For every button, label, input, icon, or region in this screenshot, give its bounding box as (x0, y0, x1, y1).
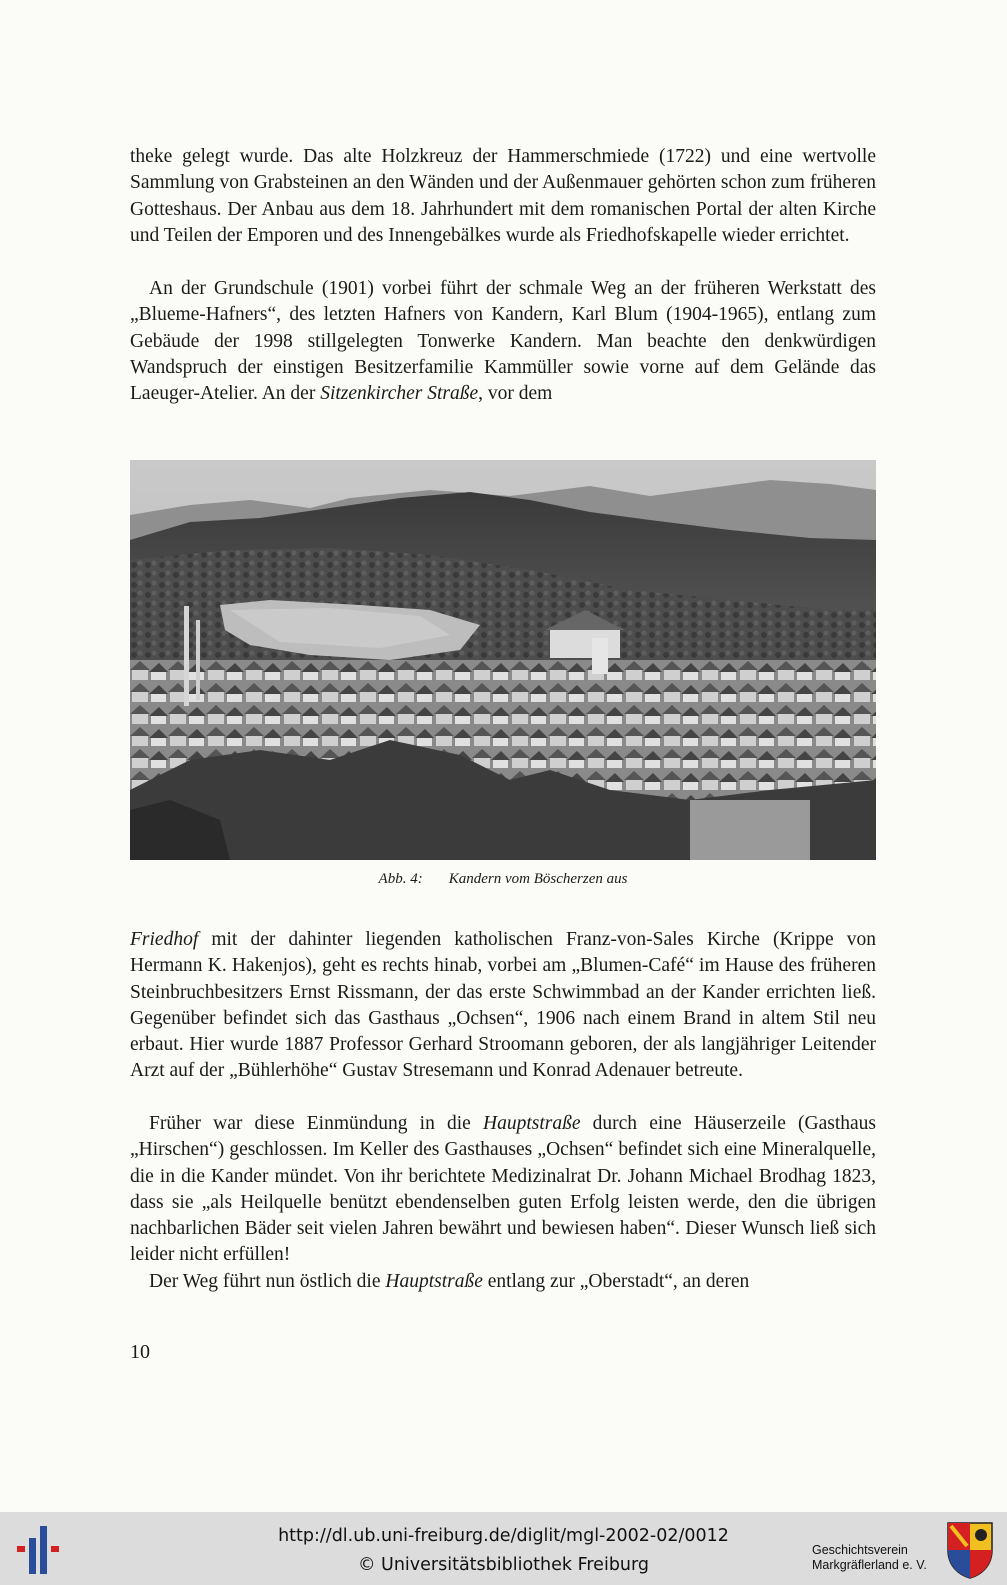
paragraph-5-text-a: Der Weg führt nun östlich die (149, 1271, 386, 1292)
paragraph-5-text-b: entlang zur „Oberstadt“, an deren (482, 1271, 750, 1292)
street-name-hauptstrasse-2: Hauptstraße (385, 1271, 483, 1292)
society-name-line-1: Geschichtsverein (812, 1543, 908, 1557)
page-number: 10 (130, 1341, 150, 1363)
paragraph-5 (130, 1269, 876, 1295)
coat-of-arms-icon (945, 1520, 995, 1580)
figure-label: Abb. 4: (378, 871, 423, 887)
footer-bar (0, 1512, 1007, 1585)
footer-copyright: © Universitätsbibliothek Freiburg (357, 1555, 650, 1575)
street-name-sitzenkircher: Sitzenkircher Straße (320, 383, 479, 405)
paragraph-3-text: mit der dahinter liegenden katholischen Franz-von-Sales Kirche (Krippe von Hermann K. Hakenjos), geht es rechts hinab, vorbei am „Blumen-Café“ im Hause des früheren Steinbruchbesitzers Ernst Rissmann, der das erste Schwimmbad an der Kander errichten ließ. Gegenüber befindet sich das Gasthaus „Ochsen“, 1906 nach einem Brand in altem Stil neu erbaut. Hier wurde 1887 Professor Gerhard Stroomann geboren, der als langjähriger Leitender Arzt auf der „Bühlerhöhe“ Gustav Stresemann und Konrad Adenauer betreute. (130, 929, 876, 1082)
street-name-hauptstrasse: Hauptstraße (482, 1113, 581, 1134)
paragraph-1 (130, 144, 876, 249)
figure-caption-text: Kandern vom Böscherzen aus (448, 871, 628, 887)
society-name (812, 1543, 927, 1573)
paragraph-1-text: theke gelegt wurde. Das alte Holzkreuz der Hammerschmiede (1722) und eine wertvolle Sammlung von Grabsteinen an den Wänden und der Außenmauer gehörten schon zum früheren Gotteshaus. Der Anbau aus dem 18. Jahrhundert mit dem romanischen Portal der alten Kirche und Teilen der Emporen und des Innengebälkes wurde als Friedhofskapelle wieder errichtet. (130, 146, 876, 246)
figure-caption (130, 871, 876, 888)
paragraph-3 (130, 927, 876, 1085)
place-name-friedhof: Friedhof (130, 929, 199, 950)
paragraph-2 (130, 276, 876, 407)
paragraph-4-text-b: durch eine Häuserzeile (Gasthaus „Hirschen“) geschlossen. Im Keller des Gasthauses „Ochsen“ befindet sich eine Mineralquelle, die in die Kander mündet. Von ihr berichtete Medizinalrat Dr. Johann Michael Brodhag 1823, dass sie „als Heilquelle benützt ebendenselben guten Erfolg leisten werde, den die übrigen nachbarlichen Bäder seit vielen Jahren bewährt und bewiesen haben“. Dieser Wunsch ließ sich leider nicht erfüllen! (130, 1113, 876, 1266)
figure-photo-kandern (130, 460, 876, 860)
paragraph-2-text-b: , vor dem (478, 383, 553, 405)
paragraph-4-text-a: Früher war diese Einmündung in die (149, 1113, 483, 1134)
town-landscape-photo (130, 460, 876, 860)
paragraph-2-text-a: An der Grundschule (1901) vorbei führt der schmale Weg an der früheren Werkstatt des „Blueme-Hafners“, des letzten Hafners von Kandern, Karl Blum (1904-1965), entlang zum Gebäude der 1998 stillgelegten Tonwerke Kandern. Man beachte den denkwürdigen Wandspruch der einstigen Besitzerfamilie Kammüller sowie vorne auf dem Gelände das Laeuger-Atelier. An der (130, 278, 876, 405)
society-name-line-2: Markgräflerland e. V. (812, 1558, 927, 1572)
footer-url[interactable]: http://dl.ub.uni-freiburg.de/diglit/mgl-2002-02/0012 (278, 1526, 729, 1546)
paragraph-4 (130, 1111, 876, 1269)
